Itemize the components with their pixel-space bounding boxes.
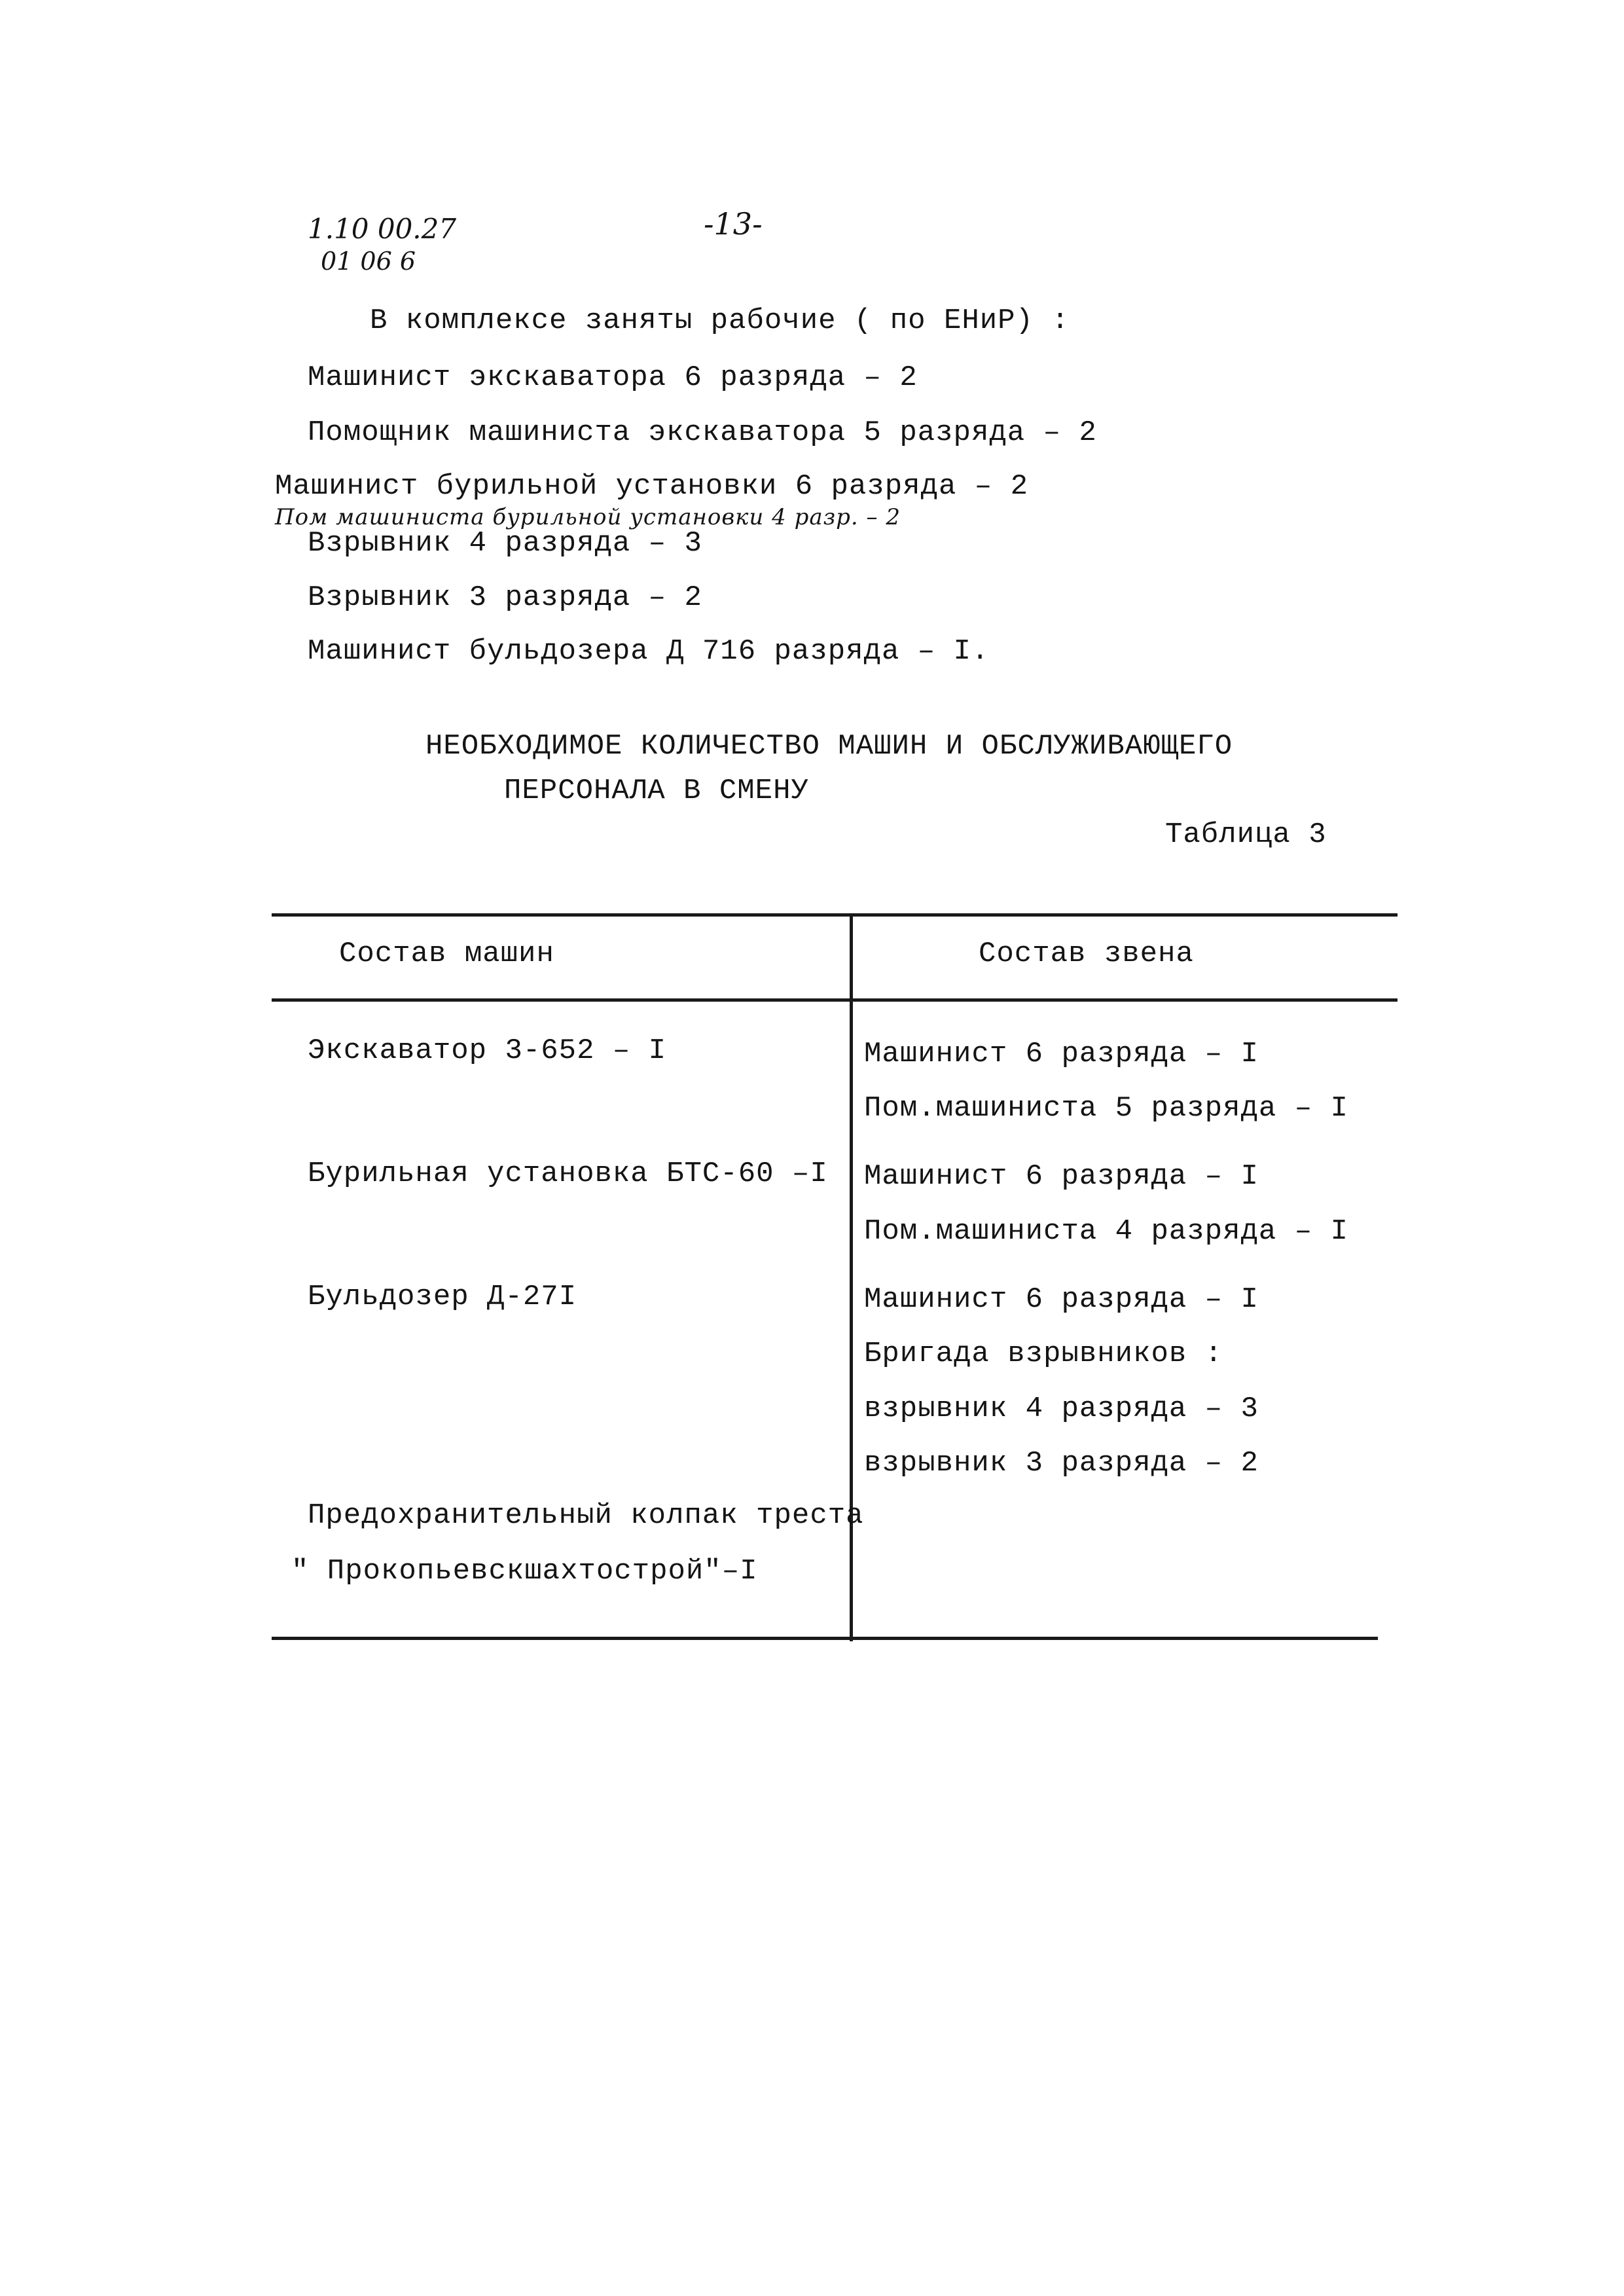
table-cell: Бригада взрывников : xyxy=(864,1338,1223,1370)
worker-item: Взрывник 4 разряда – 3 xyxy=(308,527,702,560)
table-cell: Бульдозер Д-27I xyxy=(308,1281,577,1313)
worker-item: Помощник машиниста экскаватора 5 разряда – 2 xyxy=(308,416,1097,449)
worker-item: Машинист бурильной установки 6 разряда – 2 xyxy=(275,470,1028,503)
page-number: -13- xyxy=(704,206,763,242)
table-cell: Машинист 6 разряда – I xyxy=(864,1160,1259,1193)
table-bottom-rule xyxy=(272,1637,1378,1640)
document-code: 1.10 00.27 xyxy=(308,213,457,245)
document-subcode: 01 06 6 xyxy=(321,247,416,276)
table-label: Таблица 3 xyxy=(1165,818,1327,851)
table-column-divider xyxy=(850,913,853,1641)
worker-item: Взрывник 3 разряда – 2 xyxy=(308,581,702,614)
table-header-crew: Состав звена xyxy=(979,938,1194,970)
table-cell: Экскаватор 3-652 – I xyxy=(308,1034,667,1067)
table-cell: Бурильная установка БТС-60 –I xyxy=(308,1157,828,1190)
table-top-rule xyxy=(272,913,1398,917)
worker-item: Машинист экскаватора 6 разряда – 2 xyxy=(308,361,918,394)
table-cell: Машинист 6 разряда – I xyxy=(864,1283,1259,1316)
table-header-rule xyxy=(272,998,1398,1002)
table-cell: Пом.машиниста 5 разряда – I xyxy=(864,1092,1348,1125)
table-cell: Пом.машиниста 4 разряда – I xyxy=(864,1215,1348,1248)
worker-item: Машинист бульдозера Д 716 разряда – I. xyxy=(308,635,990,668)
table-header-machines: Состав машин xyxy=(339,938,554,970)
table-cell: взрывник 4 разряда – 3 xyxy=(864,1393,1259,1425)
section-title: НЕОБХОДИМОЕ КОЛИЧЕСТВО МАШИН И ОБСЛУЖИВАЮЩЕГО xyxy=(425,730,1233,763)
workers-intro: В комплексе заняты рабочие ( по ЕНиР) : xyxy=(370,304,1070,337)
table-cell: Машинист 6 разряда – I xyxy=(864,1038,1259,1070)
table-cell: " Прокопьевскшахтострой"–I xyxy=(291,1555,758,1588)
handwritten-addition: Пом машиниста бурильной установки 4 разр. – 2 xyxy=(275,504,901,530)
table-cell: Предохранительный колпак треста xyxy=(308,1499,864,1532)
table-cell: взрывник 3 разряда – 2 xyxy=(864,1447,1259,1480)
section-title-continued: ПЕРСОНАЛА В СМЕНУ xyxy=(504,774,809,807)
